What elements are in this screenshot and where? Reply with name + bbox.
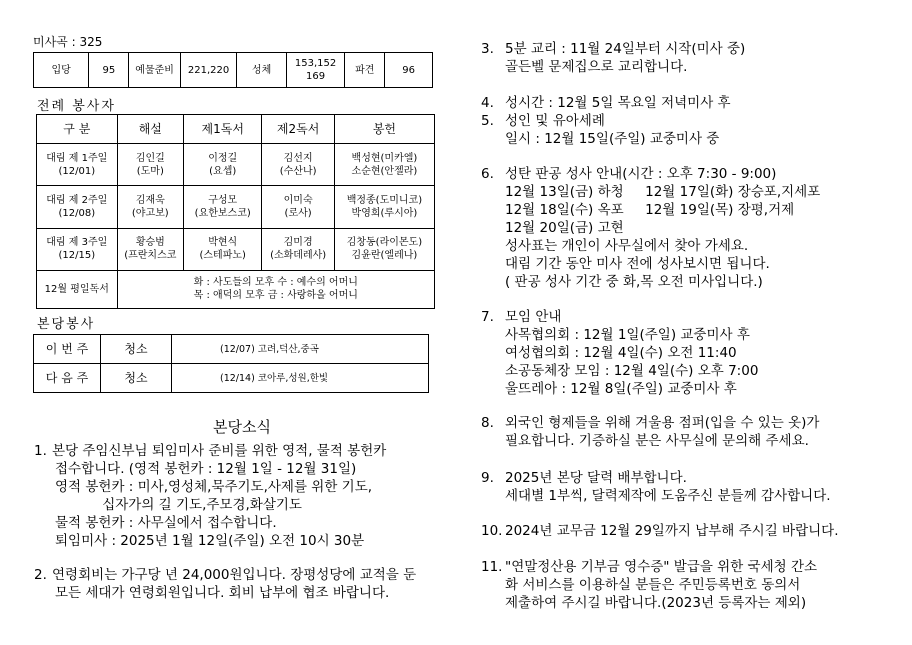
news-line: 연령회비는 가구당 년 24,000원입니다. 장평성당에 교적을 둔 bbox=[52, 567, 417, 583]
news-item-9 bbox=[481, 469, 831, 505]
server-baptismal-name: (수산나) bbox=[279, 165, 317, 177]
news-line: 울뜨레아 : 12월 8일(주일) 교중미사 후 bbox=[505, 381, 737, 397]
week-date: (12/01) bbox=[58, 165, 96, 177]
item-number: 9. bbox=[481, 470, 494, 486]
news-line: 필요합니다. 기증하실 분은 사무실에 문의해 주세요. bbox=[505, 433, 809, 449]
news-line: 모임 안내 bbox=[505, 309, 562, 325]
item-number: 7. bbox=[481, 309, 494, 325]
server-name: 김인길 bbox=[135, 152, 165, 164]
cleaning-detail: (12/14) 코아루,성원,한빛 bbox=[172, 364, 429, 393]
news-line: 골든벨 문제집으로 교리합니다. bbox=[505, 59, 688, 75]
news-line: 접수합니다. (영적 봉헌카 : 12월 1일 - 12월 31일) bbox=[55, 461, 357, 477]
item-number: 1. bbox=[34, 443, 47, 459]
news-line: 12월 13일(금) 하청 12월 17일(화) 장승포,지세포 bbox=[505, 184, 821, 200]
table-row bbox=[37, 144, 435, 186]
table-row bbox=[34, 335, 429, 364]
news-title: 본당소식 bbox=[213, 418, 271, 436]
news-line: 대림 기간 동안 미사 전에 성사보시면 됩니다. bbox=[505, 256, 770, 272]
news-line: 여성협의회 : 12월 4일(수) 오전 11:40 bbox=[505, 345, 737, 361]
week-label: 대림 제 2주일 bbox=[46, 194, 108, 206]
news-line: 물적 봉헌카 : 사무실에서 접수합니다. bbox=[55, 515, 277, 531]
weekday-reading-line: 목 : 애덕의 모후 금 : 사랑하올 어머니 bbox=[193, 290, 358, 302]
server-name: 김미경 bbox=[283, 237, 313, 249]
hymn-cell: 입당 bbox=[34, 53, 89, 88]
col-header: 제1독서 bbox=[184, 115, 262, 144]
week-label: 대림 제 1주일 bbox=[46, 152, 108, 164]
item-number: 5. bbox=[481, 113, 494, 129]
news-line: 일시 : 12월 15일(주일) 교중미사 중 bbox=[505, 131, 720, 147]
news-line: 십자가의 길 기도,주모경,화살기도 bbox=[55, 497, 302, 513]
news-line: 화 서비스를 이용하실 분들은 주민등록번호 동의서 bbox=[505, 577, 801, 593]
news-line: "연말정산용 기부금 영수증" 발급을 위한 국세청 간소 bbox=[505, 559, 818, 575]
weekday-reading-line: 화 : 사도들의 모후 수 : 예수의 어머니 bbox=[193, 277, 358, 289]
server-baptismal-name: (야고보) bbox=[131, 207, 169, 219]
item-number: 8. bbox=[481, 415, 494, 431]
hymn-cell: 153,152 169 bbox=[286, 53, 344, 88]
item-number: 3. bbox=[481, 41, 494, 57]
hymn-cell: 예물준비 bbox=[129, 53, 180, 88]
hymn-cell: 성체 bbox=[237, 53, 287, 88]
item-number: 10. bbox=[481, 523, 503, 539]
offering-name: 김윤란(엘레나) bbox=[351, 250, 418, 262]
news-line: ( 판공 성사 기간 중 화,목 오전 미사입니다.) bbox=[505, 274, 763, 290]
news-line: 성인 및 유아세례 bbox=[505, 113, 605, 129]
server-name: 구성모 bbox=[208, 194, 238, 206]
item-number: 11. bbox=[481, 559, 503, 575]
news-item-5 bbox=[481, 112, 719, 148]
server-baptismal-name: (로사) bbox=[284, 207, 312, 219]
offering-name: 백정종(도미니코) bbox=[346, 194, 423, 206]
table-row bbox=[34, 364, 429, 393]
cleaning-detail: (12/07) 고려,덕산,중곡 bbox=[172, 335, 429, 364]
cleaning-table bbox=[33, 334, 429, 393]
server-baptismal-name: (프란치스코 bbox=[124, 250, 177, 262]
weekday-reading-label: 12월 평일독서 bbox=[37, 270, 118, 308]
news-line: 5분 교리 : 11월 24일부터 시작(미사 중) bbox=[505, 41, 746, 57]
servers-title: 전례 봉사자 bbox=[37, 99, 116, 114]
news-line: 제출하여 주시길 바랍니다.(2023년 등록자는 제외) bbox=[505, 595, 807, 611]
week-date: (12/15) bbox=[58, 250, 96, 262]
table-row bbox=[37, 270, 435, 308]
news-item-2 bbox=[34, 566, 416, 602]
news-item-1 bbox=[34, 442, 386, 550]
servers-table bbox=[36, 114, 435, 309]
server-baptismal-name: (요셉) bbox=[209, 165, 237, 177]
col-header: 제2독서 bbox=[262, 115, 334, 144]
server-name: 김선지 bbox=[283, 152, 313, 164]
news-item-3 bbox=[481, 40, 745, 76]
news-line: 12월 20일(금) 고현 bbox=[505, 220, 624, 236]
server-name: 박현식 bbox=[208, 237, 238, 249]
col-header: 구 분 bbox=[37, 115, 118, 144]
offering-name: 김창동(라이몬도) bbox=[346, 237, 423, 249]
week-date: (12/08) bbox=[58, 207, 96, 219]
news-line: 12월 18일(수) 옥포 12월 19일(목) 장평,거제 bbox=[505, 202, 795, 218]
item-number: 2. bbox=[34, 567, 47, 583]
news-line: 성사표는 개인이 사무실에서 찾아 가세요. bbox=[505, 238, 749, 254]
news-line: 2025년 본당 달력 배부합니다. bbox=[505, 470, 687, 486]
server-baptismal-name: (요한보스코) bbox=[194, 207, 251, 219]
news-item-7 bbox=[481, 308, 758, 398]
news-line: 본당 주임신부님 퇴임미사 준비를 위한 영적, 물적 봉헌카 bbox=[52, 443, 387, 459]
hymn-cell: 95 bbox=[89, 53, 129, 88]
week-label: 대림 제 3주일 bbox=[46, 237, 108, 249]
server-baptismal-name: (도마) bbox=[136, 165, 164, 177]
news-line: 소공동체장 모임 : 12월 4일(수) 오후 7:00 bbox=[505, 363, 759, 379]
news-line: 2024년 교무금 12월 29일까지 납부해 주시길 바랍니다. bbox=[505, 523, 839, 539]
col-header: 봉헌 bbox=[334, 115, 434, 144]
news-line: 세대별 1부씩, 달력제작에 도움주신 분들께 감사합니다. bbox=[505, 488, 831, 504]
item-number: 4. bbox=[481, 95, 494, 111]
news-line: 퇴임미사 : 2025년 1월 12일(주일) 오전 10시 30분 bbox=[55, 533, 365, 549]
item-number: 6. bbox=[481, 166, 494, 182]
server-baptismal-name: (소화데레사) bbox=[270, 250, 327, 262]
news-item-4 bbox=[481, 94, 731, 112]
cleaning-week: 이 번 주 bbox=[34, 335, 101, 364]
cleaning-title: 본당봉사 bbox=[37, 317, 96, 332]
table-row bbox=[37, 228, 435, 270]
hymn-cell: 파견 bbox=[345, 53, 385, 88]
server-name: 이미숙 bbox=[283, 194, 313, 206]
news-line: 성시간 : 12월 5일 목요일 저녁미사 후 bbox=[505, 95, 731, 111]
news-line: 영적 봉헌카 : 미사,영성체,묵주기도,사제를 위한 기도, bbox=[55, 479, 373, 495]
cleaning-week: 다 음 주 bbox=[34, 364, 101, 393]
offering-name: 소순현(안젤라) bbox=[351, 165, 418, 177]
server-baptismal-name: (스테파노) bbox=[199, 250, 246, 262]
cleaning-task: 청소 bbox=[101, 335, 172, 364]
news-line: 외국인 형제들을 위해 겨울용 점퍼(입을 수 있는 옷)가 bbox=[505, 415, 820, 431]
hymn-table bbox=[33, 52, 433, 88]
news-line: 사목협의회 : 12월 1일(주일) 교중미사 후 bbox=[505, 327, 750, 343]
server-name: 김재욱 bbox=[135, 194, 165, 206]
server-name: 황승범 bbox=[135, 237, 165, 249]
offering-name: 박영희(루시아) bbox=[351, 207, 418, 219]
table-row bbox=[37, 186, 435, 228]
news-line: 성탄 판공 성사 안내(시간 : 오후 7:30 - 9:00) bbox=[505, 166, 777, 182]
hymn-title: 미사곡 : 325 bbox=[33, 35, 103, 49]
cleaning-task: 청소 bbox=[101, 364, 172, 393]
news-item-10 bbox=[481, 522, 839, 540]
hymn-cell: 96 bbox=[385, 53, 433, 88]
offering-name: 백성현(미카엘) bbox=[351, 152, 418, 164]
server-name: 이정길 bbox=[208, 152, 238, 164]
hymn-cell: 221,220 bbox=[180, 53, 236, 88]
news-line: 모든 세대가 연령회원입니다. 회비 납부에 협조 바랍니다. bbox=[55, 585, 390, 601]
news-item-11 bbox=[481, 558, 817, 612]
col-header: 해설 bbox=[117, 115, 183, 144]
news-item-8 bbox=[481, 414, 819, 450]
news-item-6 bbox=[481, 165, 820, 291]
